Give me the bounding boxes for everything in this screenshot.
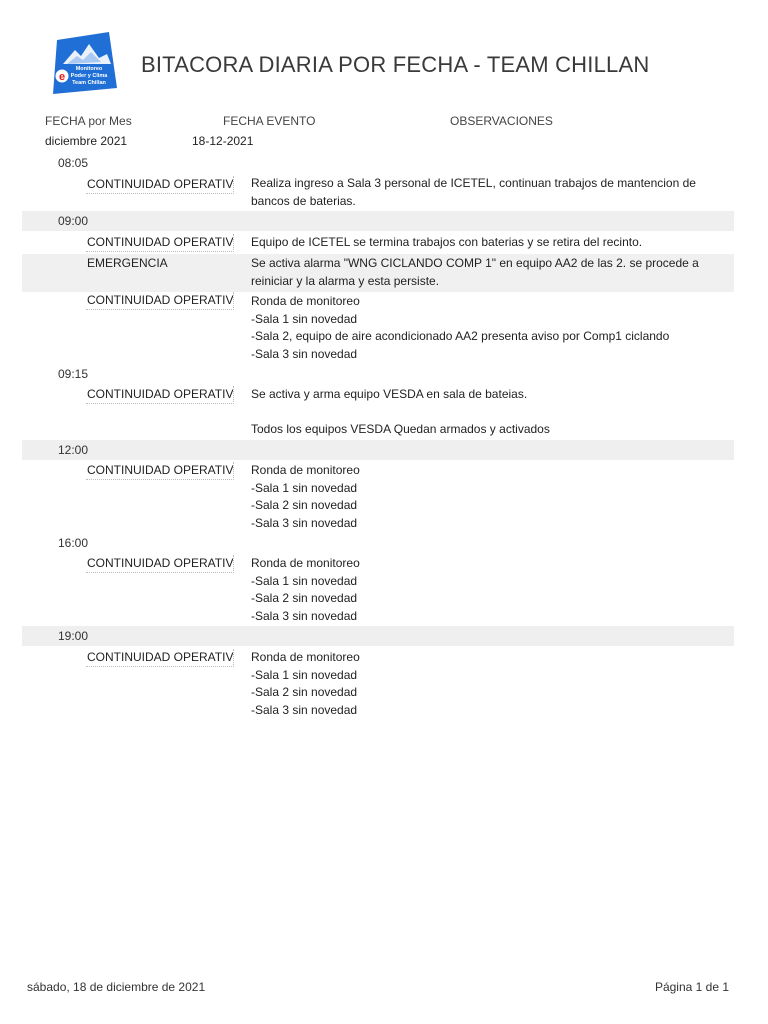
observation-line: -Sala 2 sin novedad — [251, 685, 358, 699]
observation-line: Todos los equipos VESDA Quedan armados y activados — [251, 422, 550, 436]
observation-line: -Sala 3 sin novedad — [251, 515, 358, 530]
observation-line: Ronda de monitoreo — [251, 556, 360, 570]
entry-observation — [251, 293, 731, 363]
observation-line: -Sala 2, equipo de aire acondicionado AA2 presenta aviso por Comp1 ciclando — [251, 329, 670, 343]
observation-line: -Sala 1 sin novedad — [251, 573, 358, 588]
logo-text-2: Poder y Clima — [70, 73, 108, 79]
time-row — [22, 440, 734, 460]
entry-category: CONTINUIDAD OPERATIV — [86, 386, 234, 404]
entry-category: CONTINUIDAD OPERATIV — [86, 462, 234, 480]
observation-line: -Sala 2 sin novedad — [251, 591, 358, 605]
entry-time: 08:05 — [58, 156, 89, 170]
entry-category: CONTINUIDAD OPERATIV — [86, 234, 234, 252]
footer-page-number: Página 1 de 1 — [654, 980, 729, 994]
entry-category: CONTINUIDAD OPERATIV — [86, 555, 234, 573]
observation-line: -Sala 3 sin novedad — [251, 608, 358, 623]
time-row — [22, 626, 734, 646]
observation-line: -Sala 3 sin novedad — [251, 346, 358, 361]
observation-line: Ronda de monitoreo — [251, 650, 360, 664]
report-title: BITACORA DIARIA POR FECHA - TEAM CHILLAN — [141, 52, 650, 77]
entry-observation — [251, 649, 731, 719]
column-header-observations: OBSERVACIONES — [450, 114, 553, 128]
group-month: diciembre 2021 — [45, 134, 128, 148]
entry-category: EMERGENCIA — [87, 256, 168, 270]
entry-observation — [251, 386, 731, 439]
entry-category: CONTINUIDAD OPERATIV — [86, 649, 234, 667]
entry-time: 19:00 — [58, 629, 89, 643]
entry-category: CONTINUIDAD OPERATIV — [86, 292, 234, 310]
observation-line: -Sala 1 sin novedad — [251, 667, 358, 682]
observation-line: Ronda de monitoreo — [251, 294, 360, 308]
observation-line: -Sala 1 sin novedad — [251, 480, 358, 495]
entry-observation — [251, 462, 731, 532]
entry-observation — [251, 234, 731, 252]
observation-line — [251, 404, 731, 422]
column-header-month: FECHA por Mes — [45, 114, 132, 128]
time-row — [22, 153, 734, 173]
column-header-event-date: FECHA EVENTO — [223, 114, 316, 128]
entry-category: CONTINUIDAD OPERATIV — [86, 176, 234, 194]
observation-line: Ronda de monitoreo — [251, 463, 360, 477]
footer-date: sábado, 18 de diciembre de 2021 — [27, 980, 206, 994]
entry-time: 09:15 — [58, 367, 89, 381]
observation-line: reiniciar y la alarma y esta persiste. — [251, 273, 440, 288]
logo-text-3: Team Chillan — [72, 80, 106, 86]
logo-text-1: Monitoreo — [75, 66, 103, 72]
group-event-date: 18-12-2021 — [192, 134, 254, 148]
time-row — [22, 211, 734, 231]
entry-time: 09:00 — [58, 214, 89, 228]
observation-line: Equipo de ICETEL se termina trabajos con baterias y se retira del recinto. — [251, 235, 643, 249]
time-row — [22, 364, 734, 384]
observation-line: -Sala 3 sin novedad — [251, 702, 358, 717]
observation-line: -Sala 2 sin novedad — [251, 498, 358, 512]
observation-line: Realiza ingreso a Sala 3 personal de ICETEL, continuan trabajos de mantencion de — [251, 176, 696, 190]
company-logo — [49, 30, 119, 95]
entry-observation — [251, 175, 731, 210]
logo-letter: e — [58, 71, 66, 83]
time-row — [22, 533, 734, 553]
observation-line: -Sala 1 sin novedad — [251, 311, 358, 326]
entry-time: 16:00 — [58, 536, 89, 550]
observation-line: Se activa alarma "WNG CICLANDO COMP 1" en equipo AA2 de las 2. se procede a — [251, 256, 699, 270]
entry-time: 12:00 — [58, 443, 89, 457]
observation-line: bancos de baterias. — [251, 193, 356, 208]
entry-observation — [251, 255, 731, 290]
observation-line: Se activa y arma equipo VESDA en sala de bateias. — [251, 387, 528, 401]
entry-observation — [251, 555, 731, 625]
